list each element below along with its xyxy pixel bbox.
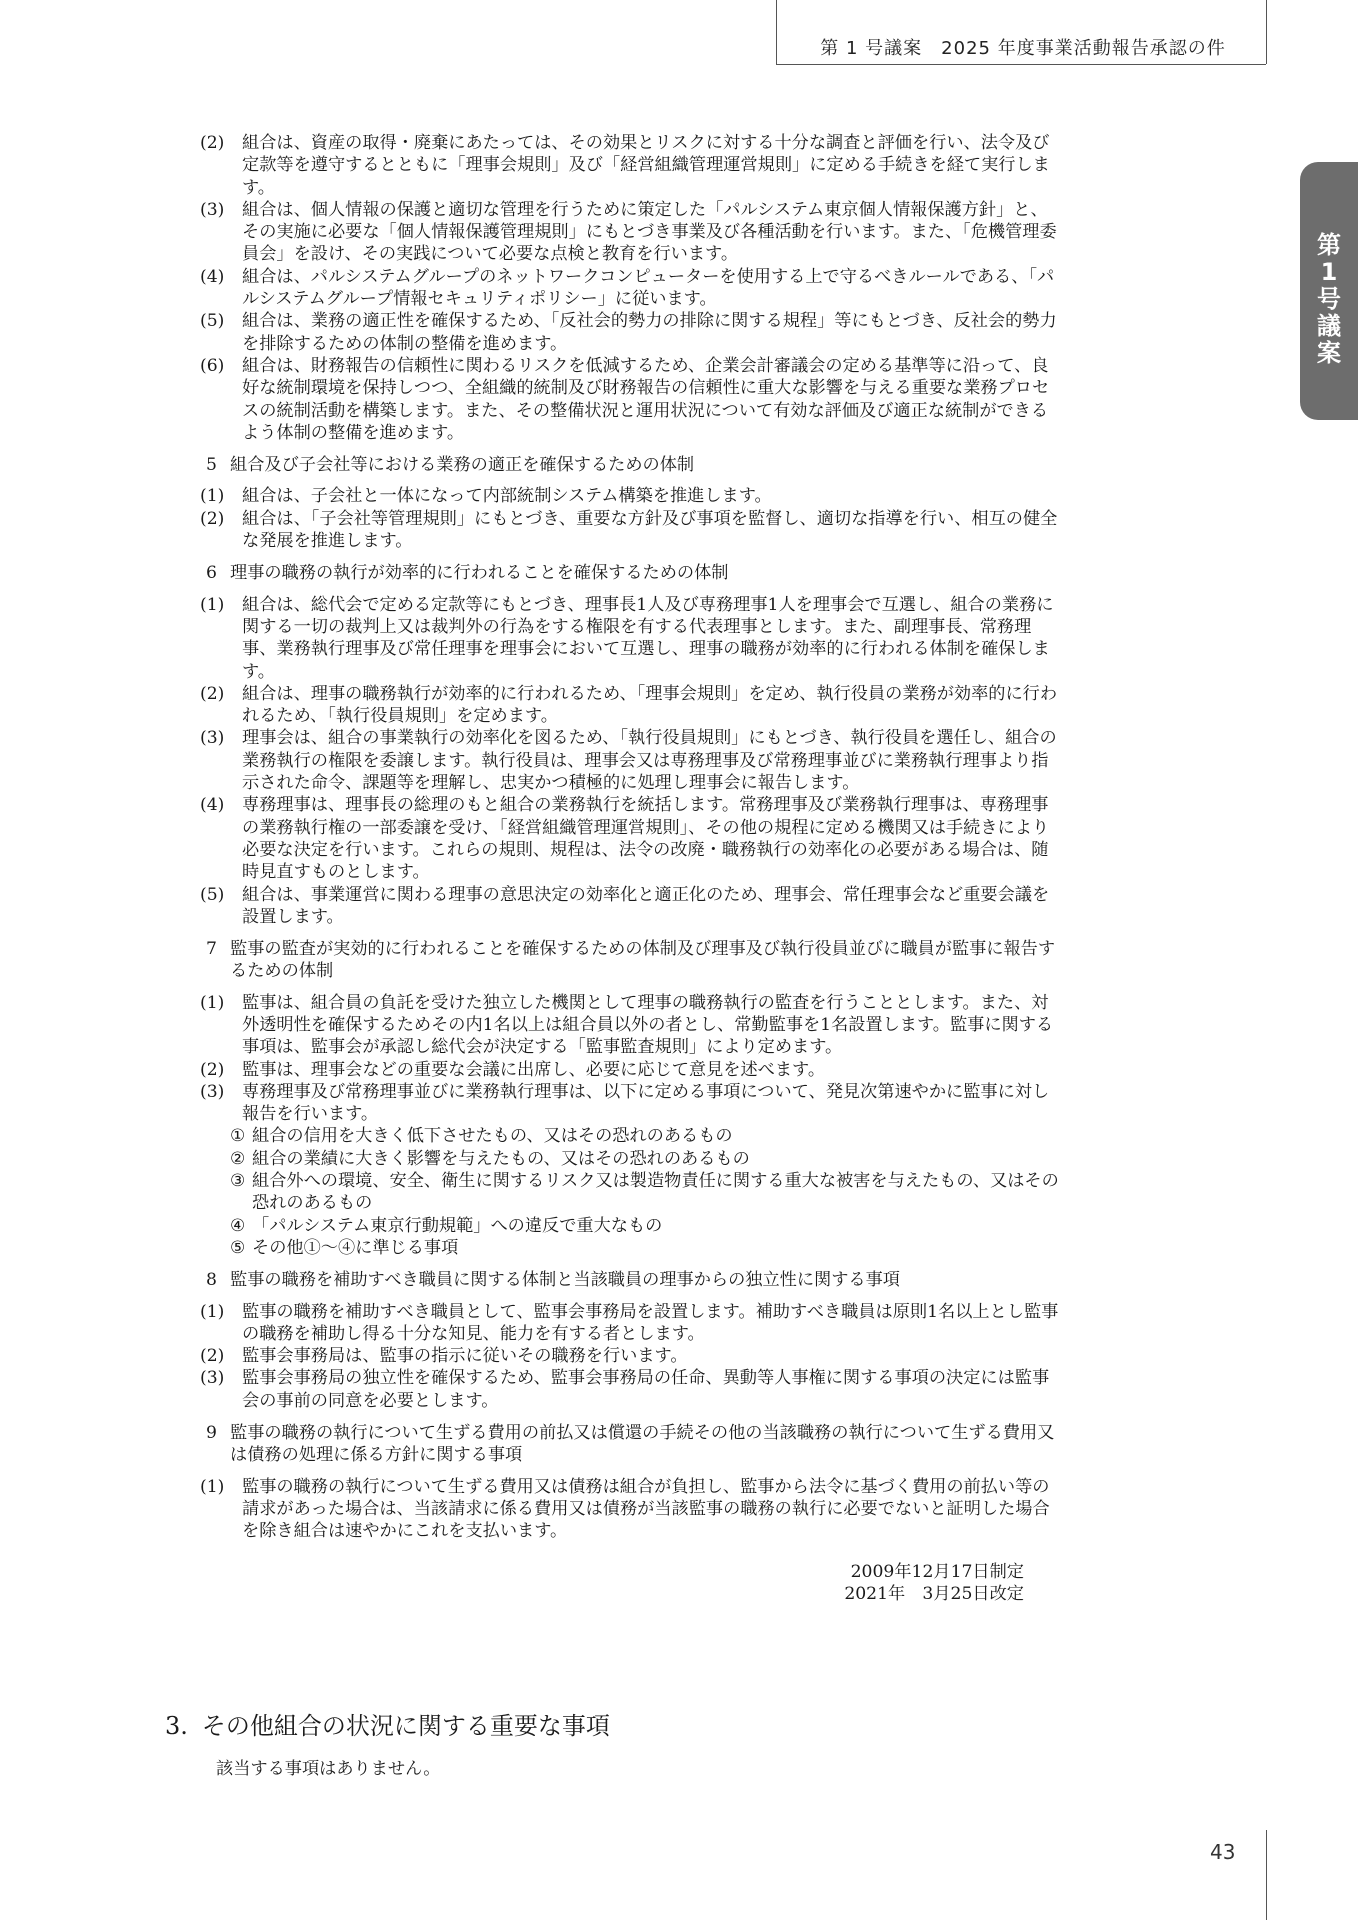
list-item: [200, 727, 1060, 794]
section-heading-5: 5 組合及び子会社等における業務の適正を確保するための体制: [206, 455, 695, 476]
list-item-number: (5): [200, 884, 225, 905]
list-item: [200, 485, 1060, 507]
list-item-number: (1): [200, 1476, 225, 1497]
list-item-text: 専務理事及び常務理事並びに業務執行理事は、以下に定める事項について、発見次第速やかに監事に対し報告を行います。: [242, 1081, 1050, 1125]
header-divider-left: [776, 0, 777, 64]
list-item-text: 組合は、財務報告の信頼性に関わるリスクを低減するため、企業会計審議会の定める基準等に沿って、良好な統制環境を保持しつつ、全組織的統制及び財務報告の信頼性に重大な影響を与える重要な業務プロセスの統制活動を構築します。また、その整備状況と運用状況について有効な評価及び適正な統制ができるよう体制の整備を進めます。: [242, 355, 1050, 443]
list-item: [200, 1059, 1060, 1081]
list-item-text: 監事会事務局は、監事の指示に従いその職務を行います。: [242, 1346, 688, 1367]
list-block-1: [200, 132, 1060, 444]
list-item-text: 監事会事務局の独立性を確保するため、監事会事務局の任命、異動等人事権に関する事項の決定には監事会の事前の同意を必要とします。: [242, 1368, 1050, 1411]
list-item-number: ④: [230, 1215, 246, 1236]
list-block-7-sub: [200, 1125, 1060, 1259]
document-body: [200, 132, 1060, 1605]
list-item: [200, 1148, 1060, 1170]
footer-divider: [1266, 1830, 1267, 1920]
list-item-number: (2): [200, 508, 225, 529]
revised-date: 2021年 3月25日改定: [844, 1583, 1024, 1604]
list-item-number: (3): [200, 1368, 225, 1389]
list-item: [200, 1170, 1060, 1215]
list-item-text: 理事会は、組合の事業執行の効率化を図るため、「執行役員規則」にもとづき、執行役員を選任し、組合の業務執行の権限を委譲します。執行役員は、理事会又は専務理事及び常務理事並びに業務執行理事より指示された命令、課題等を理解し、忠実かつ積極的に処理し理事会に報告します。: [242, 728, 1057, 794]
running-header: 第 1 号議案 2025 年度事業活動報告承認の件: [820, 38, 1226, 59]
list-item: [200, 1476, 1060, 1543]
list-item-number: (5): [200, 311, 225, 332]
list-item-text: 組合は、子会社と一体になって内部統制システム構築を推進します。: [242, 486, 772, 507]
list-item-number: (1): [200, 594, 225, 615]
list-item-text: 組合は、業務の適正性を確保するため、「反社会的勢力の排除に関する規程」等にもとづき、反社会的勢力を排除するための体制の整備を進めます。: [242, 311, 1057, 354]
revision-dates: [200, 1561, 1060, 1606]
list-item: [200, 310, 1060, 355]
list-item-text: 監事は、組合員の負託を受けた独立した機関として理事の職務執行の監査を行うこととします。また、対外透明性を確保するためその内1名以上は組合員以外の者とし、常勤監事を1名設置します。監事に関する事項は、監事会が承認し総代会が決定する「監事監査規則」により定めます。: [242, 992, 1054, 1058]
list-item-number: (3): [200, 199, 225, 220]
list-block-6: [200, 594, 1060, 928]
list-item: [200, 199, 1060, 266]
list-item-text: 組合は、事業運営に関わる理事の意思決定の効率化と適正化のため、理事会、常任理事会など重要会議を設置します。: [242, 884, 1050, 927]
side-tab: [1300, 162, 1358, 420]
list-item-text: 「パルシステム東京行動規範」への違反で重大なもの: [252, 1215, 663, 1236]
list-item: [200, 1367, 1060, 1412]
list-block-9: [200, 1476, 1060, 1543]
list-item-text: 監事の職務の執行について生ずる費用又は債務は組合が負担し、監事から法令に基づく費用の前払い等の請求があった場合は、当該請求に係る費用又は債務が当該監事の職務の執行に必要でないと証明した場合を除き組合は速やかにこれを支払います。: [242, 1476, 1050, 1542]
none-applicable-text: 該当する事項はありません。: [216, 1759, 441, 1779]
enacted-date: 2009年12月17日制定: [850, 1561, 1024, 1582]
list-block-8: [200, 1301, 1060, 1412]
list-item: [200, 594, 1060, 683]
section-heading-6: 6 理事の職務の執行が効率的に行われることを確保するための体制: [206, 563, 729, 584]
list-item: [200, 992, 1060, 1059]
list-item-number: (1): [200, 992, 225, 1013]
list-item-number: (2): [200, 1059, 225, 1080]
list-item-number: ①: [230, 1126, 246, 1147]
list-item-text: 組合は、資産の取得・廃棄にあたっては、その効果とリスクに対する十分な調査と評価を行い、法令及び定款等を遵守するとともに「理事会規則」及び「経営組織管理運営規則」に定める手続きを経て実行します。: [242, 133, 1050, 198]
list-item-number: (1): [200, 1301, 225, 1322]
list-item-number: (4): [200, 795, 225, 816]
list-item-number: ②: [230, 1148, 246, 1169]
list-item-text: 組合は、総代会で定める定款等にもとづき、理事長1人及び専務理事1人を理事会で互選し、組合の業務に関する一切の裁判上又は裁判外の行為をする権限を有する代表理事とします。また、副理事長、常務理事、業務執行理事及び常任理事を理事会において互選し、理事の職務が効率的に行われる体制を確保します。: [242, 594, 1054, 682]
list-item: [200, 266, 1060, 311]
list-item-number: (2): [200, 133, 225, 153]
list-item: [200, 132, 1060, 199]
list-item-number: (2): [200, 683, 225, 704]
list-item-text: 組合は、理事の職務執行が効率的に行われるため、「理事会規則」を定め、執行役員の業務が効率的に行われるため、「執行役員規則」を定めます。: [242, 683, 1058, 727]
list-item: [200, 1215, 1060, 1237]
list-item-text: その他①～④に準じる事項: [252, 1237, 459, 1258]
list-item: [200, 683, 1060, 728]
list-item: [200, 508, 1060, 553]
side-tab-label: 第 1 号 議 案: [1317, 231, 1341, 367]
list-item-number: ③: [230, 1171, 246, 1192]
list-item-text: 監事は、理事会などの重要な会議に出席し、必要に応じて意見を述べます。: [242, 1059, 826, 1080]
heading-number: 3.: [165, 1712, 188, 1740]
list-item-number: (6): [200, 355, 225, 376]
list-item-text: 組合は、「子会社等管理規則」にもとづき、重要な方針及び事項を監督し、適切な指導を行い、相互の健全な発展を推進します。: [242, 508, 1058, 552]
list-item-number: ⑤: [230, 1237, 246, 1258]
list-item-text: 組合は、個人情報の保護と適切な管理を行うために策定した「パルシステム東京個人情報保護方針」と、その実施に必要な「個人情報保護管理規則」にもとづき事業及び各種活動を行います。また、「危機管理委員会」を設け、その実践について必要な点検と教育を行います。: [242, 199, 1057, 265]
list-item-number: (3): [200, 728, 225, 749]
list-item-number: (4): [200, 266, 225, 287]
list-item-text: 専務理事は、理事長の総理のもと組合の業務執行を統括します。常務理事及び業務執行理事は、専務理事の業務執行権の一部委譲を受け、「経営組織管理運営規則」、その他の規程に定める機関又は手続きにより必要な決定を行います。これらの規則、規程は、法令の改廃・職務執行の効率化の必要がある場合は、随時見直すものとします。: [242, 795, 1050, 883]
list-block-7: [200, 992, 1060, 1126]
list-item: [200, 1125, 1060, 1147]
list-item-text: 組合の業績に大きく影響を与えたもの、又はその恐れのあるもの: [252, 1148, 750, 1169]
list-item: [200, 1345, 1060, 1367]
list-item-number: (3): [200, 1081, 225, 1102]
list-block-5: [200, 485, 1060, 552]
list-item: [200, 1237, 1060, 1259]
list-item: [200, 884, 1060, 929]
section-heading-9: 9 監事の職務の執行について生ずる費用の前払又は償還の手続その他の当該職務の執行について生ずる費用又は債務の処理に係る方針に関する事項: [206, 1423, 1055, 1466]
list-item-number: (2): [200, 1346, 225, 1367]
list-item-text: 監事の職務を補助すべき職員として、監事会事務局を設置します。補助すべき職員は原則1名以上とし監事の職務を補助し得る十分な知見、能力を有する者とします。: [242, 1301, 1059, 1344]
section-heading-8: 8 監事の職務を補助すべき職員に関する体制と当該職員の理事からの独立性に関する事項: [206, 1270, 900, 1291]
list-item: [200, 794, 1060, 883]
header-underline: [776, 64, 1266, 65]
header-divider-right: [1266, 0, 1267, 64]
list-item: [200, 1301, 1060, 1346]
page-number: 43: [1210, 1840, 1236, 1864]
heading-title: その他組合の状況に関する重要な事項: [201, 1712, 610, 1740]
list-item-text: 組合外への環境、安全、衛生に関するリスク又は製造物責任に関する重大な被害を与えたもの、又はその恐れのあるもの: [252, 1171, 1059, 1214]
list-item: [200, 1081, 1060, 1126]
section-heading-3: [165, 1706, 610, 1741]
list-item-text: 組合は、パルシステムグループのネットワークコンピューターを使用する上で守るべきルールである、「パルシステムグループ情報セキュリティポリシー」に従います。: [242, 266, 1055, 310]
list-item-number: (1): [200, 486, 225, 507]
section-heading-7: 7 監事の監査が実効的に行われることを確保するための体制及び理事及び執行役員並びに職員が監事に報告するための体制: [206, 939, 1056, 982]
list-item-text: 組合の信用を大きく低下させたもの、又はその恐れのあるもの: [252, 1126, 733, 1147]
list-item: [200, 355, 1060, 444]
